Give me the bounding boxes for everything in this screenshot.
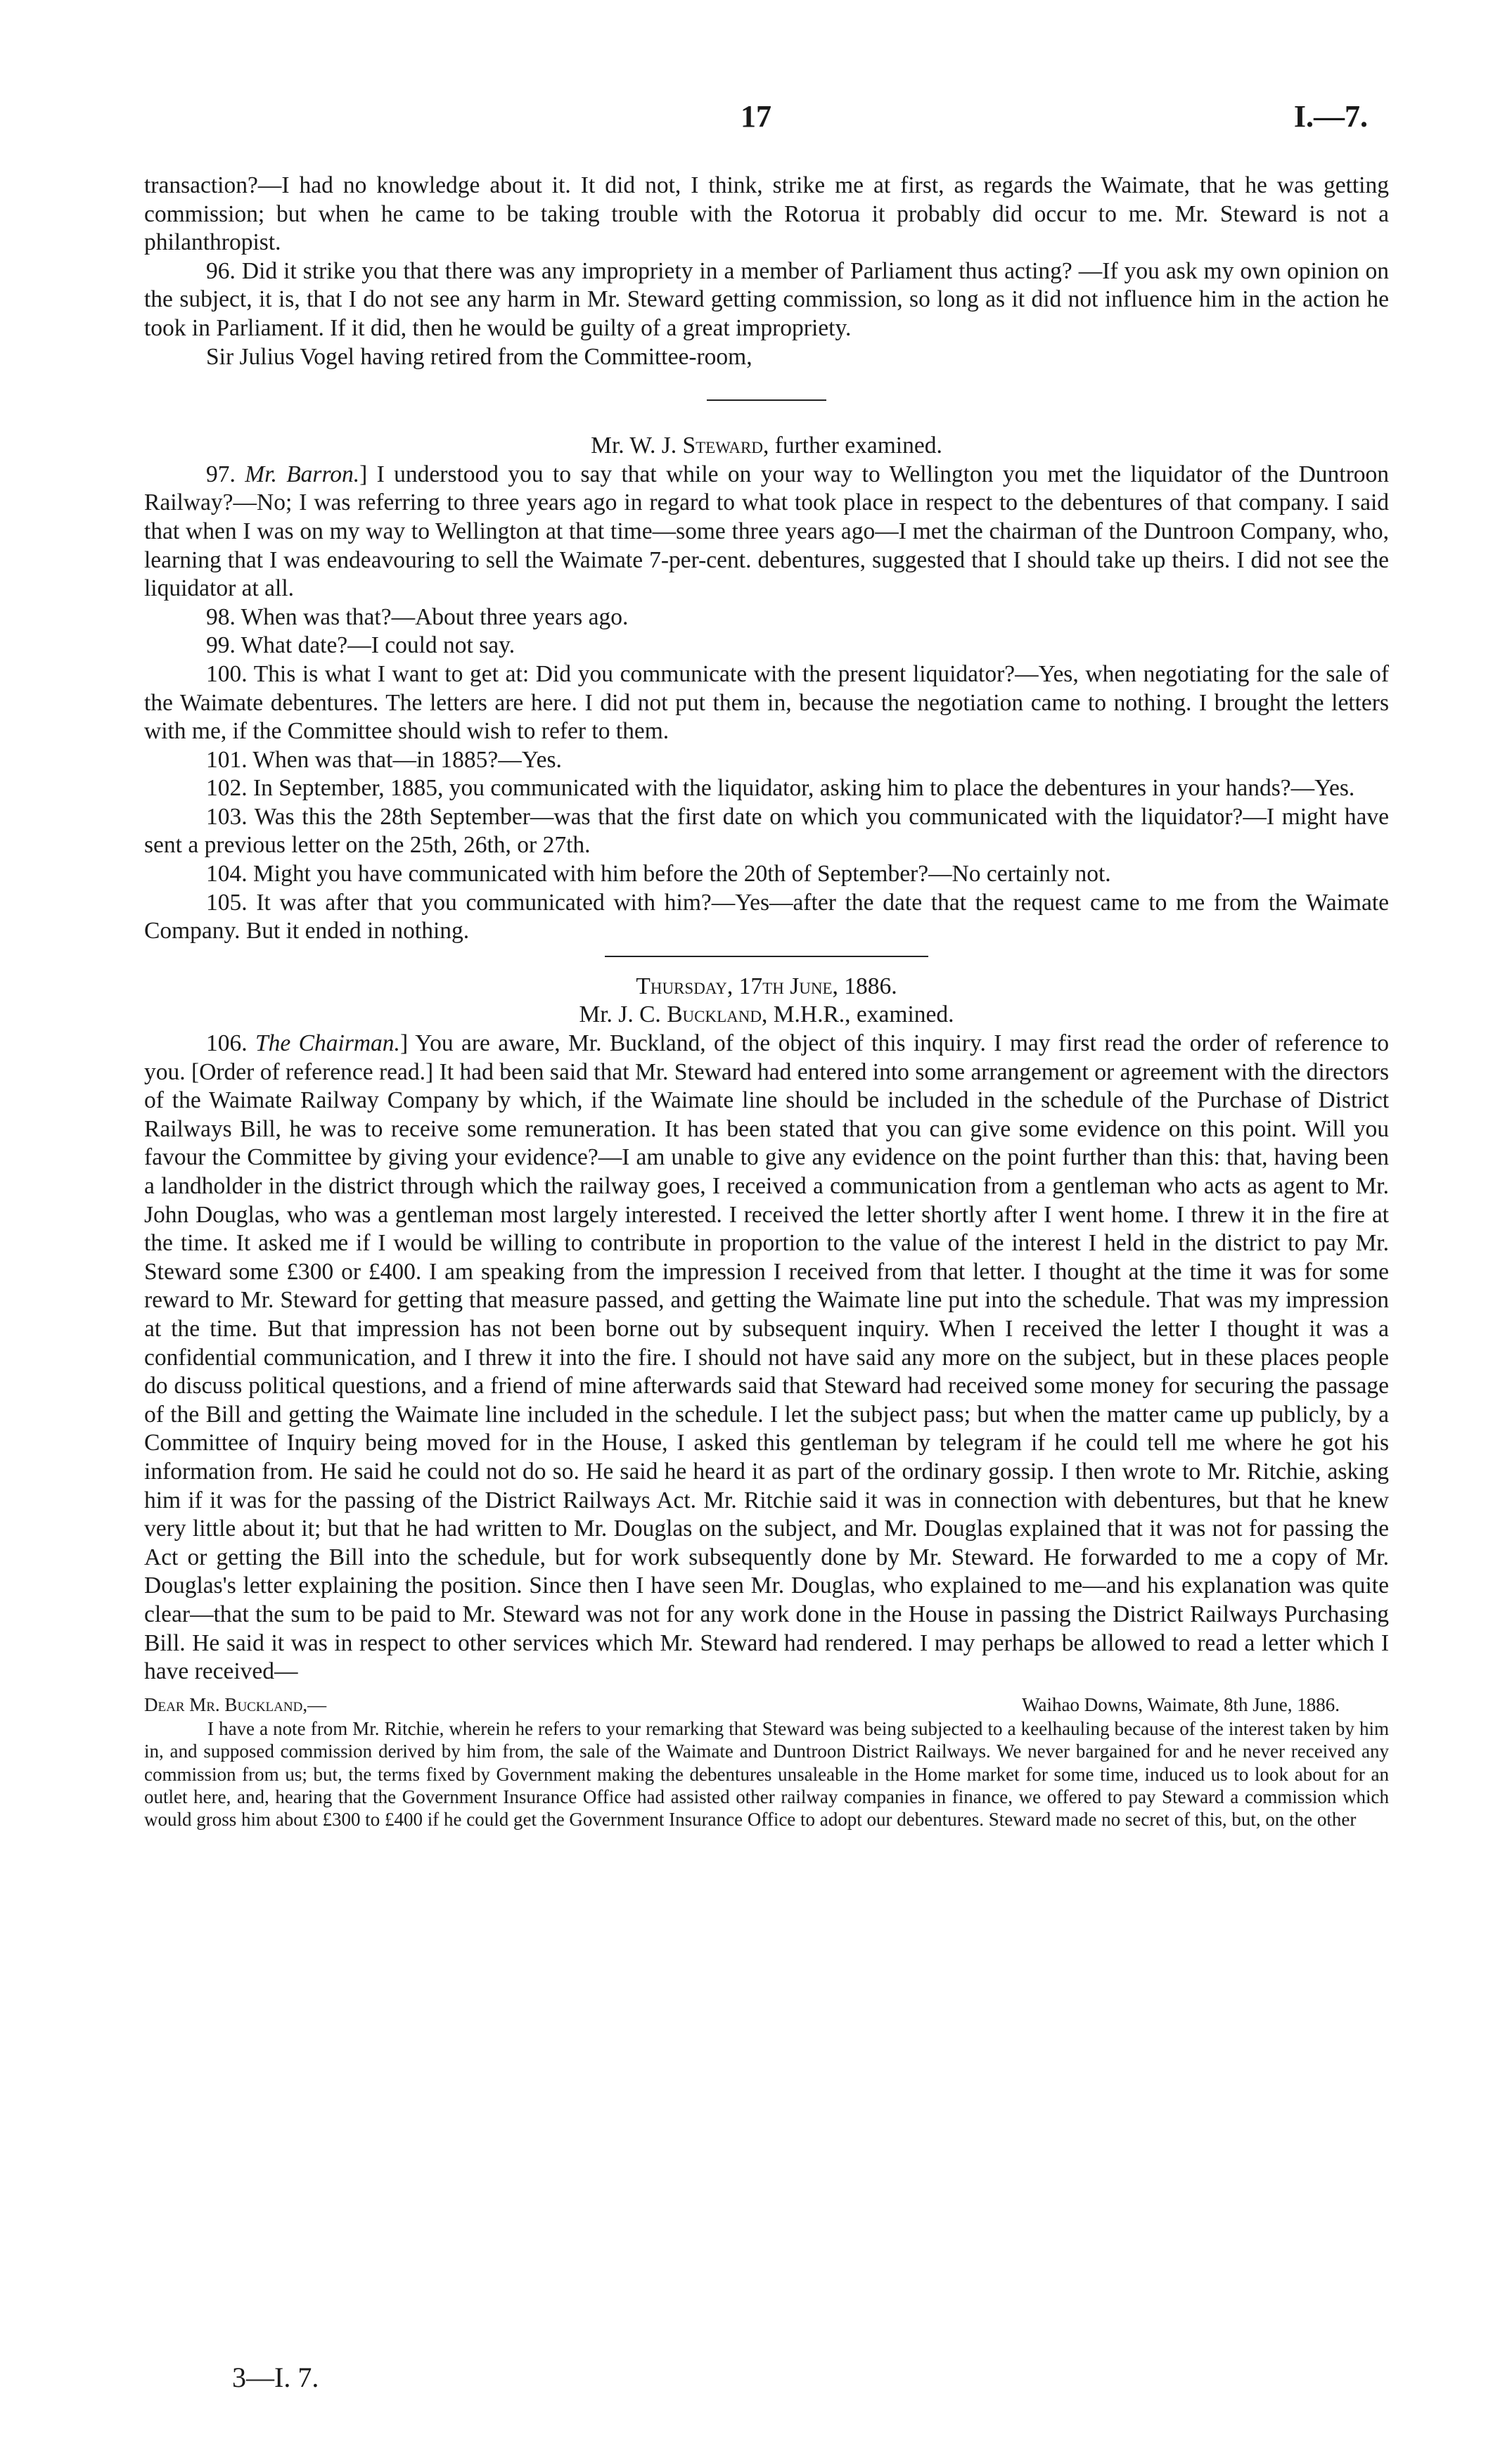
section-divider	[707, 399, 826, 401]
letter-dateline: Waihao Downs, Waimate, 8th June, 1886.	[1022, 1693, 1340, 1715]
intro-paragraph: transaction?—I had no knowledge about it. It did not, I think, strike me at first, as regards the Waimate, that he was getting commission; but when he came to be taking trouble with the Rotorua it probably did occur to me. Mr. Steward is not a philanthropist.	[144, 172, 1389, 256]
section-divider	[605, 956, 928, 957]
witness-heading-steward: Mr. W. J. Steward, further examined.	[591, 433, 942, 459]
question-99: 99. What date?—I could not say.	[206, 632, 515, 659]
question-98: 98. When was that?—About three years ago.	[206, 603, 629, 630]
witness-heading-buckland: Mr. J. C. Buckland, M.H.R., examined.	[579, 1001, 954, 1028]
question-103: 103. Was this the 28th September—was that the first date on which you communicated with the liquidator?—I might have sent a previous letter on the 25th, 26th, or 27th.	[144, 803, 1389, 859]
question-102: 102. In September, 1885, you communicated with the liquidator, asking him to place the debentures in your hands?—Yes.	[206, 775, 1355, 802]
question-105: 105. It was after that you communicated with him?—Yes—after the date that the request came to me from the Waimate Company. But it ended in nothing.	[144, 889, 1389, 944]
page-header	[144, 98, 1368, 141]
letter-salutation: Dear Mr. Buckland,—	[144, 1693, 327, 1715]
date-heading: Thursday, 17th June, 1886.	[636, 973, 897, 999]
quoted-letter	[144, 1693, 1389, 1831]
question-106: 106. The Chairman.] You are aware, Mr. Buckland, of the object of this inquiry. I may first read the order of reference to you. [Order of reference read.] It had been said that Mr. Steward had entered into some arrangement or agreement with the directors of the Waimate Railway Company by which, if the Waimate line should be included in the schedule of the Purchase of District Railways Bill, he was to receive some remuneration. It has been stated that you can give some evidence on this point. Will you favour the Committee by giving your evidence?—I am unable to give any evidence on the point further than this: that, having been a landholder in the district through which the railway goes, I received a communication from a gentleman who acts as agent to Mr. John Douglas, who was a gentleman most largely interested. I received the letter shortly after I went home. I threw it in the fire at the time. It asked me if I would be willing to contribute in proportion to the value of the interest I held in the district to pay Mr. Steward some £300 or £400. I am speaking from the impression I received from that letter. I thought at the time it was for some reward to Mr. Steward for getting that measure passed, and getting the Waimate line put into the schedule. That was my impression at the time. But that impression has not been borne out by subsequent inquiry. When I received the letter I thought it was a confidential communication, and I threw it into the fire. I should not have said any more on the subject, but in these places people do discuss political questions, and a friend of mine afterwards said that Steward had received some money for securing the passage of the Bill and getting the Waimate line included in the schedule. I let the subject pass; but when the matter came up publicly, by a Committee of Inquiry being moved for in the House, I asked this gentleman by telegram if he could tell me where he got his information from. He said he could not do so. He said he heard it as part of the ordinary gossip. I then wrote to Mr. Ritchie, asking him if it was for the passing of the District Railways Act. Mr. Ritchie said it was in connection with debentures, but that he knew very little about it; but that he had written to Mr. Douglas on the subject, and Mr. Douglas explained that it was not for passing the Act or getting the Bill into the schedule, but for work subsequently done by Mr. Steward. He forwarded to me a copy of Mr. Douglas's letter explaining the position. Since then I have seen Mr. Douglas, who explained to me—and his explanation was quite clear—that the sum to be paid to Mr. Steward was not for any work done in the House in passing the District Railways Purchasing Bill. He said it was in respect to other services which Mr. Steward had rendered. I may perhaps be allowed to read a letter which I have received—	[144, 1030, 1390, 1685]
retirement-note: Sir Julius Vogel having retired from the Committee-room,	[206, 343, 752, 370]
question-96: 96. Did it strike you that there was any impropriety in a member of Parliament thus acting? —If you ask my own opinion on the subject, it is, that I do not see any harm in Mr. Steward getting commission, so long as it did not influence him in the action he took in Parliament. If it did, then he would be guilty of a great impropriety.	[144, 257, 1389, 341]
question-101: 101. When was that—in 1885?—Yes.	[206, 746, 562, 773]
speaker-name: The Chairman.	[255, 1030, 400, 1057]
signature-mark: 3—I. 7.	[232, 2362, 319, 2393]
page-body	[144, 172, 1389, 1831]
question-100: 100. This is what I want to get at: Did you communicate with the present liquidator?—Yes, when negotiating for the sale of the Waimate debentures. The letters are here. I did not put them in, because the negotiation came to nothing. I brought the letters with me, if the Committee should wish to refer to them.	[144, 660, 1389, 745]
speaker-name: Mr. Barron.	[245, 461, 360, 487]
page-number: 17	[741, 99, 771, 134]
letter-body: I have a note from Mr. Ritchie, wherein he refers to your remarking that Steward was being subjected to a keelhauling because of the interest taken by him in, and supposed commission derived by him from, the sale of the Waimate and Duntroon District Railways. We never bargained for and he never received any commission from us; but, the terms fixed by Government making the debentures unsaleable in the Home market for some time, induced us to look about for an outlet here, and, hearing that the Government Insurance Office had assisted other railway companies in finance, we offered to pay Steward a commission which would gross him about £300 to £400 if he could get the Government Insurance Office to adopt our debentures. Steward made no secret of this, but, on the other	[144, 1717, 1389, 1831]
question-104: 104. Might you have communicated with him before the 20th of September?—No certainly not.	[206, 861, 1111, 888]
document-reference: I.—7.	[1293, 99, 1368, 134]
question-97: 97. Mr. Barron.] I understood you to say that while on your way to Wellington you met the liquidator of the Duntroon Railway?—No; I was referring to three years ago in regard to what took place in respect to the debentures of that company. I said that when I was on my way to Wellington at that time—some three years ago—I met the chairman of the Duntroon Company, who, learning that I was endeavouring to sell the Waimate 7-per-cent. debentures, suggested that I should take up theirs. I did not see the liquidator at all.	[144, 461, 1389, 602]
